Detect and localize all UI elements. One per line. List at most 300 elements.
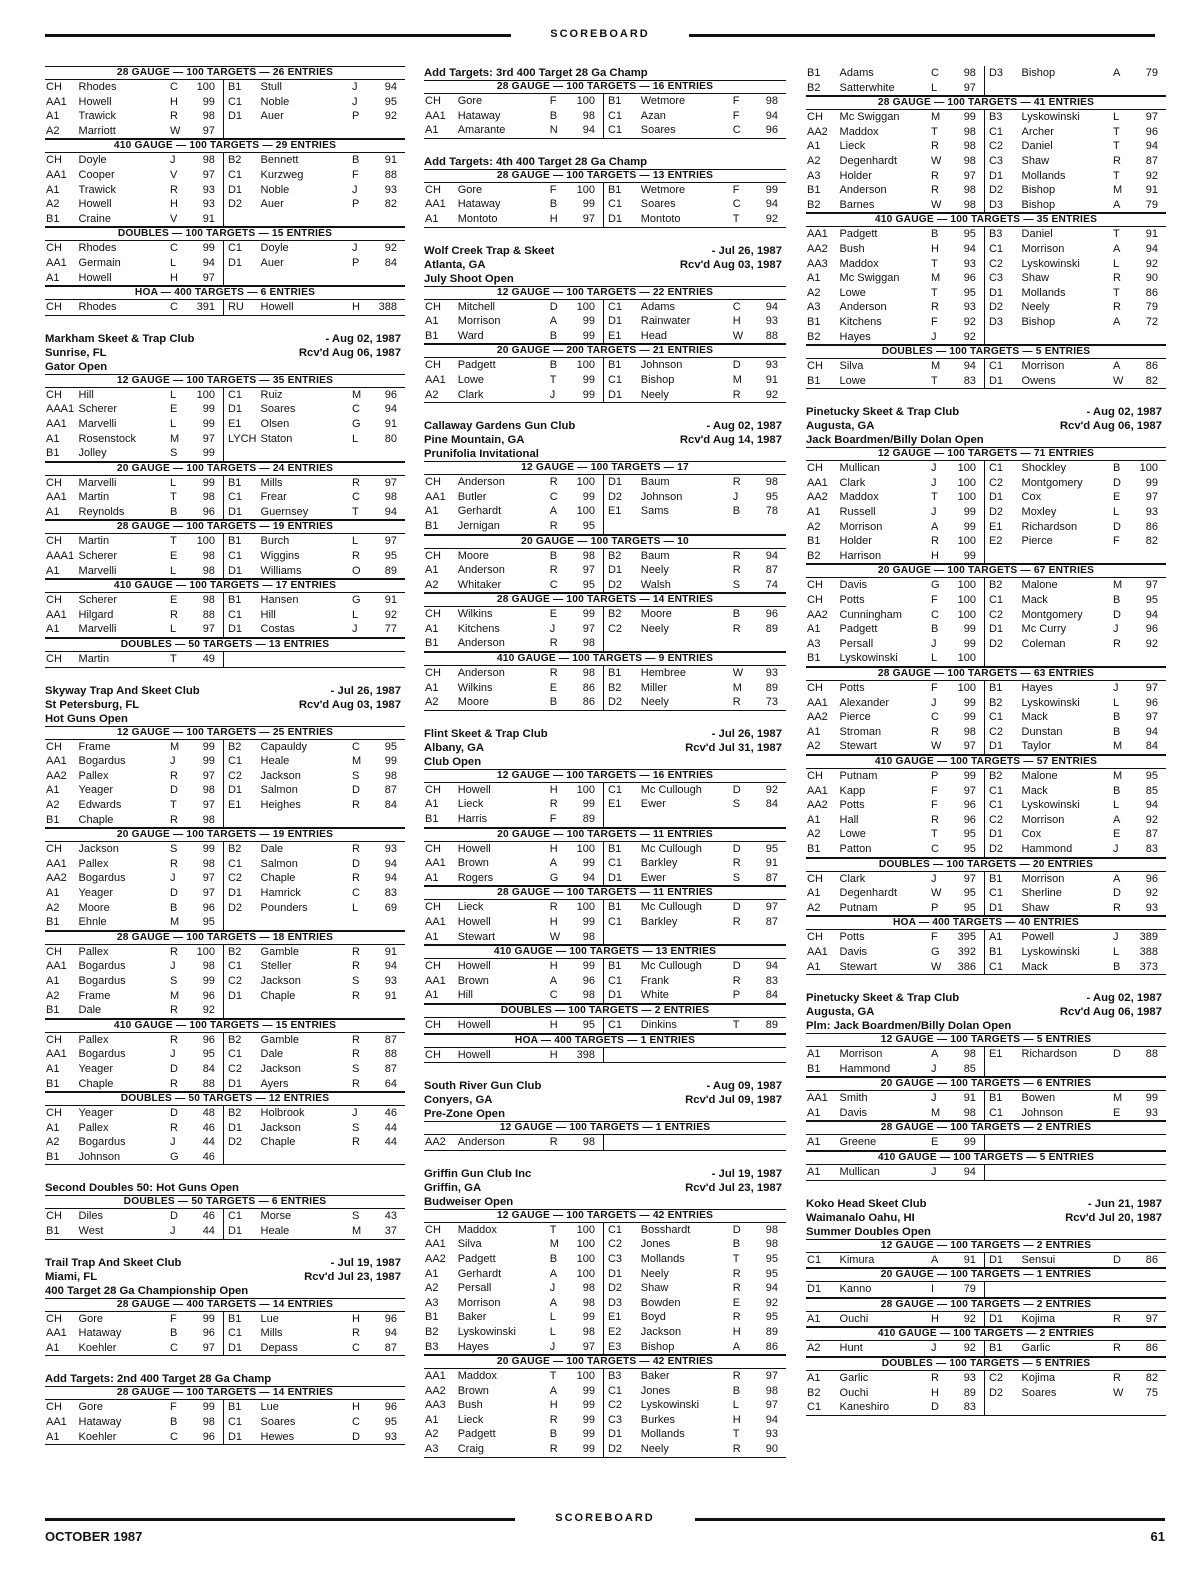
- block-spacer: [806, 393, 1166, 405]
- shooter-name: Bogardus: [78, 974, 126, 987]
- score: 98: [202, 550, 215, 563]
- event-title: 12 GAUGE — 100 TARGETS — 2 ENTRIES: [806, 1239, 1166, 1253]
- results-block: [806, 66, 1166, 389]
- shooter-class: J: [1113, 682, 1119, 694]
- class-label: D2: [984, 842, 1020, 857]
- shooter-class: R: [931, 813, 939, 826]
- event-title: 12 GAUGE — 100 TARGETS — 5 ENTRIES: [806, 1033, 1166, 1047]
- shooter-name: Powell: [1021, 931, 1054, 944]
- score: 92: [1145, 887, 1158, 900]
- result-row: [45, 959, 405, 974]
- shooter-class: T: [1113, 169, 1120, 182]
- shooter-name: Sams: [640, 505, 669, 518]
- class-label: CH: [46, 1312, 62, 1325]
- shooter-name: Steller: [260, 960, 292, 973]
- score: 44: [202, 1136, 215, 1149]
- shooter-class: R: [1113, 637, 1121, 650]
- score: 98: [963, 67, 976, 79]
- shooter-name: Anderson: [457, 476, 505, 489]
- shooter-name: Greene: [839, 1135, 931, 1150]
- shooter-name: [1021, 81, 1113, 96]
- shooter-name: Diles: [78, 1210, 103, 1223]
- class-label: B2: [806, 549, 839, 564]
- class-label: D1: [984, 1253, 1020, 1268]
- class-label: B1: [223, 1400, 259, 1415]
- score: 99: [582, 373, 595, 386]
- results-block: [806, 1185, 1166, 1416]
- class-label: C1: [223, 490, 259, 505]
- shooter-name: Taylor: [1021, 739, 1113, 754]
- shooter-class: B: [1113, 725, 1121, 738]
- class-label: AA2: [807, 242, 828, 255]
- class-label: A1: [425, 1267, 439, 1280]
- shooter-class: D: [732, 783, 741, 796]
- score: 100: [576, 95, 595, 107]
- shooter-name: Mc Swiggan: [839, 272, 900, 285]
- shooter-name: Wilkins: [457, 681, 493, 694]
- score: [1128, 1135, 1166, 1150]
- shooter-class: [351, 446, 367, 461]
- score: 88: [748, 329, 786, 344]
- results-table: [424, 1018, 786, 1034]
- shooter-class: R: [169, 813, 185, 828]
- shooter-class: C: [170, 81, 178, 93]
- block-spacer: [45, 1360, 405, 1372]
- class-label: D3: [984, 66, 1020, 81]
- class-label: [984, 1062, 1020, 1077]
- section-heading: Add Targets: 3rd 400 Target 28 Ga Champ: [424, 67, 648, 79]
- block-spacer: [424, 407, 786, 419]
- result-row: [806, 1135, 1166, 1150]
- shooter-name: Lowe: [839, 374, 931, 389]
- score: 99: [202, 403, 215, 416]
- class-label: D1: [223, 1077, 259, 1092]
- class-label: D1: [984, 827, 1020, 842]
- shooter-name: Miller: [640, 681, 668, 694]
- shooter-class: W: [169, 124, 185, 139]
- shooter-class: R: [352, 1327, 360, 1340]
- shooter-name: Gerhardt: [457, 505, 502, 518]
- score: 97: [946, 739, 984, 754]
- shooter-name: Silva: [457, 1238, 482, 1251]
- shooter-name: Johnson: [78, 1150, 170, 1165]
- shooter-name: Lieck: [839, 140, 866, 153]
- score: 85: [1145, 784, 1158, 797]
- score: 86: [748, 1340, 786, 1355]
- class-label: D2: [603, 578, 639, 593]
- class-label: B1: [223, 534, 259, 549]
- class-label: D1: [603, 563, 639, 578]
- shooter-name: Hamrick: [260, 886, 301, 899]
- shooter-class: G: [352, 417, 361, 430]
- score: 100: [946, 651, 984, 666]
- class-label: A2: [807, 828, 821, 841]
- shooter-class: A: [549, 315, 558, 328]
- shooter-class: B: [549, 329, 565, 344]
- shooter-name: Shaw: [1021, 901, 1113, 916]
- shooter-class: J: [931, 637, 937, 650]
- score: 87: [384, 784, 397, 797]
- shooter-name: Morrison: [457, 1296, 501, 1309]
- shooter-class: A: [931, 520, 939, 533]
- shooter-class: R: [732, 974, 741, 987]
- received-date: Rcv'd Jul 23, 1987: [304, 1270, 401, 1283]
- shooter-class: R: [549, 1413, 558, 1426]
- score: 97: [1145, 682, 1158, 694]
- class-label: A1: [45, 1430, 78, 1445]
- score: 100: [957, 491, 976, 504]
- shoot-name: July Shoot Open: [424, 272, 514, 285]
- result-row: [45, 754, 405, 769]
- result-row: [45, 1121, 405, 1136]
- score: [367, 915, 405, 930]
- results-table: [45, 153, 405, 227]
- shooter-class: T: [931, 491, 938, 504]
- score: 96: [384, 1401, 397, 1414]
- results-table: [424, 607, 786, 652]
- class-label: A2: [424, 388, 457, 403]
- class-label: B1: [806, 1062, 839, 1077]
- shooter-class: C: [169, 1430, 185, 1445]
- event-title: 12 GAUGE — 100 TARGETS — 71 ENTRIES: [806, 447, 1166, 461]
- score: 79: [946, 1282, 984, 1297]
- shooter-name: Gore: [457, 183, 483, 196]
- result-row: [424, 1340, 786, 1355]
- result-row: [806, 1371, 1166, 1386]
- class-label: [984, 651, 1020, 666]
- class-label: A2: [46, 198, 60, 211]
- class-label: D2: [984, 637, 1020, 652]
- result-row: [806, 183, 1166, 198]
- score: 99: [1145, 1092, 1158, 1105]
- class-label: CH: [807, 872, 823, 885]
- class-label: A2: [806, 901, 839, 916]
- shooter-name: Pierce: [1021, 535, 1053, 548]
- shooter-name: Montoto: [640, 212, 732, 227]
- shooter-name: Moore: [457, 549, 489, 562]
- score: 97: [946, 81, 984, 96]
- class-label: A2: [806, 739, 839, 754]
- class-label: CH: [425, 1223, 441, 1236]
- score: 100: [576, 359, 595, 372]
- class-label: A1: [807, 272, 821, 285]
- score: 86: [565, 695, 603, 710]
- shooter-class: L: [352, 535, 359, 548]
- shooter-class: J: [930, 1165, 946, 1180]
- results-table: [806, 1165, 1166, 1181]
- class-label: B1: [984, 1091, 1020, 1106]
- score: 98: [582, 1282, 595, 1295]
- shooter-class: J: [930, 1062, 946, 1077]
- shooter-class: C: [732, 300, 741, 313]
- shooter-name: Howell: [260, 300, 352, 315]
- shooter-class: R: [1113, 1372, 1121, 1385]
- shooter-class: D: [170, 1107, 178, 1120]
- score: 99: [963, 769, 976, 782]
- results-table: [806, 359, 1166, 389]
- class-label: A1: [424, 871, 457, 886]
- result-row: [45, 1430, 405, 1445]
- results-table: [424, 1135, 786, 1151]
- results-block: [424, 1067, 786, 1151]
- result-row: [806, 1106, 1166, 1121]
- score: [1128, 1400, 1166, 1415]
- result-row: [424, 475, 786, 490]
- shooter-class: H: [931, 1386, 939, 1399]
- score: 74: [748, 578, 786, 593]
- class-label: C1: [984, 886, 1020, 901]
- class-label: C1: [223, 608, 259, 623]
- shooter-class: L: [930, 81, 946, 96]
- class-label: A1: [46, 1121, 60, 1134]
- class-label: C2: [984, 608, 1020, 623]
- shooter-name: [1021, 549, 1113, 564]
- class-label: A1: [425, 622, 439, 635]
- results-block: [424, 407, 786, 711]
- shooter-name: Howell: [457, 1048, 549, 1063]
- shooter-class: C: [352, 740, 360, 753]
- shooter-class: C: [931, 67, 939, 79]
- score: 87: [765, 916, 778, 928]
- results-block: [45, 1360, 405, 1445]
- score: 97: [185, 271, 223, 286]
- event-title: 28 GAUGE — 100 TARGETS — 18 ENTRIES: [45, 931, 405, 945]
- score: 91: [384, 594, 397, 607]
- score: 43: [384, 1210, 397, 1223]
- score: 44: [384, 1121, 397, 1134]
- shooter-class: A: [1112, 198, 1128, 213]
- shooter-name: Sensui: [1021, 1253, 1113, 1268]
- score: [367, 271, 405, 286]
- shooter-class: A: [549, 857, 558, 870]
- result-row: [424, 490, 786, 505]
- class-label: A1: [984, 930, 1020, 945]
- score: 75: [1145, 1386, 1158, 1399]
- result-row: [806, 1091, 1166, 1106]
- score: 91: [963, 1092, 976, 1105]
- class-label: C1: [223, 95, 259, 110]
- score: 98: [963, 125, 976, 138]
- result-row: [45, 740, 405, 755]
- shooter-name: Ouchi: [839, 1312, 931, 1327]
- results-table: [806, 681, 1166, 755]
- location-line: [45, 1270, 405, 1284]
- class-label: AA1: [807, 1092, 828, 1105]
- header-title: SCOREBOARD: [45, 28, 1155, 40]
- score: 90: [748, 1442, 786, 1457]
- score: 83: [1128, 842, 1166, 857]
- results-table: [45, 740, 405, 829]
- result-row: [806, 66, 1166, 81]
- class-label: C2: [223, 1062, 259, 1077]
- score: 97: [202, 799, 215, 811]
- score: 392: [957, 945, 976, 958]
- result-row: [806, 872, 1166, 887]
- shooter-class: J: [170, 960, 176, 973]
- event-title: 410 GAUGE — 100 TARGETS — 29 ENTRIES: [45, 139, 405, 153]
- results-table: [424, 666, 786, 711]
- club-location: Sunrise, FL: [45, 346, 107, 359]
- shooter-name: Mc Cullough: [640, 960, 702, 973]
- score: 88: [384, 1048, 397, 1061]
- score: 79: [1128, 198, 1166, 213]
- shooter-class: B: [549, 1428, 558, 1441]
- shooter-class: M: [352, 388, 362, 401]
- score: 99: [1145, 476, 1158, 489]
- shooter-class: B: [549, 359, 558, 372]
- shooter-name: Mack: [1021, 711, 1048, 724]
- shooter-name: Lyskowinski: [457, 1325, 516, 1338]
- class-label: CH: [425, 960, 441, 973]
- shooter-class: R: [351, 1077, 367, 1092]
- shooter-name: Hataway: [78, 1327, 122, 1340]
- score: 99: [202, 476, 215, 489]
- class-label: A1: [45, 564, 78, 579]
- shooter-name: Garlic: [839, 1372, 869, 1385]
- class-label: D1: [984, 1312, 1020, 1327]
- shooter-class: H: [549, 842, 558, 855]
- shooter-name: Ehnle: [78, 915, 170, 930]
- score: 99: [765, 183, 778, 196]
- shooter-name: Holbrook: [260, 1107, 305, 1120]
- club-line: [424, 1079, 786, 1093]
- shooter-name: Maddox: [839, 125, 879, 138]
- class-label: B2: [806, 330, 839, 345]
- score: 99: [963, 506, 976, 519]
- shooter-class: B: [549, 695, 565, 710]
- result-row: [806, 710, 1166, 725]
- shooter-class: T: [732, 1018, 748, 1033]
- shooter-name: [1021, 1165, 1113, 1180]
- result-row: [806, 286, 1166, 301]
- class-label: D1: [984, 739, 1020, 754]
- shooter-name: Bush: [457, 1399, 483, 1412]
- result-row: [45, 622, 405, 637]
- shooter-name: Bishop: [1021, 184, 1056, 197]
- score: 100: [957, 579, 976, 592]
- class-label: CH: [807, 462, 823, 475]
- club-name: Pinetucky Skeet & Trap Club: [806, 406, 960, 419]
- shooter-class: R: [931, 535, 939, 548]
- shooter-name: Degenhardt: [839, 887, 898, 900]
- score: 100: [957, 594, 976, 607]
- shooter-class: [351, 271, 367, 286]
- shooter-name: Morrison: [839, 520, 883, 533]
- class-label: B1: [806, 651, 839, 666]
- result-row: [806, 1282, 1166, 1297]
- class-label: B1: [425, 1311, 439, 1324]
- shooter-name: Martin: [78, 652, 170, 667]
- shooter-class: E: [170, 594, 178, 607]
- shooter-class: T: [1113, 286, 1120, 299]
- result-row: [806, 696, 1166, 711]
- result-row: [45, 1326, 405, 1341]
- shooter-class: R: [1113, 301, 1121, 314]
- result-row: [806, 1341, 1166, 1356]
- event-title: 28 GAUGE — 100 TARGETS — 63 ENTRIES: [806, 667, 1166, 681]
- score: 95: [765, 1252, 778, 1265]
- shooter-class: J: [549, 388, 565, 403]
- class-label: [223, 124, 259, 139]
- shooter-class: S: [352, 769, 360, 782]
- shooter-class: S: [352, 1062, 360, 1075]
- shooter-name: Salmon: [260, 857, 298, 870]
- shooter-name: Martin: [78, 491, 110, 504]
- score: [1128, 651, 1166, 666]
- shooter-name: Neely: [640, 1442, 732, 1457]
- shooter-name: Cox: [1021, 828, 1042, 841]
- result-row: [45, 256, 405, 271]
- shooter-name: Padgett: [839, 228, 878, 241]
- shooter-class: R: [549, 798, 558, 811]
- result-row: [424, 1135, 786, 1150]
- shooter-class: R: [549, 1442, 565, 1457]
- score: 79: [1145, 301, 1158, 314]
- shooter-name: Auer: [260, 256, 284, 269]
- score: 99: [202, 843, 215, 856]
- class-label: D3: [984, 198, 1020, 213]
- shooter-name: Hayes: [457, 1340, 549, 1355]
- shooter-name: Neely: [640, 388, 732, 403]
- shooter-name: Reynolds: [78, 505, 170, 520]
- shooter-name: Malone: [1021, 579, 1058, 592]
- shooter-class: [732, 812, 748, 827]
- shooter-class: R: [170, 1121, 178, 1134]
- shooter-name: Hunt: [839, 1341, 931, 1356]
- score: 99: [384, 755, 397, 768]
- class-label: [984, 1135, 1020, 1150]
- shooter-name: Satterwhite: [839, 81, 931, 96]
- class-label: E1: [603, 329, 639, 344]
- event-title: HOA — 400 TARGETS — 1 ENTRIES: [424, 1034, 786, 1048]
- result-row: [424, 900, 786, 915]
- block-spacer: [806, 1185, 1166, 1197]
- results-table: [806, 1047, 1166, 1077]
- shooter-class: D: [352, 857, 360, 870]
- score: 98: [565, 988, 603, 1003]
- score: 88: [202, 608, 215, 621]
- shooter-name: Anderson: [839, 184, 887, 197]
- score: 49: [185, 652, 223, 667]
- score: 96: [185, 1430, 223, 1445]
- shooter-name: Neely: [640, 622, 669, 635]
- shooter-name: Bosshardt: [640, 1223, 691, 1236]
- score: 93: [1128, 901, 1166, 916]
- shooter-name: Brown: [457, 1384, 489, 1397]
- shooter-class: H: [549, 783, 558, 796]
- class-label: C1: [603, 1223, 639, 1238]
- result-row: [45, 446, 405, 461]
- received-date: Rcv'd Jul 09, 1987: [685, 1094, 782, 1107]
- shooter-name: Kojima: [1021, 1312, 1113, 1327]
- score: 73: [748, 695, 786, 710]
- shooter-class: L: [352, 901, 359, 914]
- class-label: B1: [424, 812, 457, 827]
- score: 100: [576, 842, 595, 855]
- class-label: CH: [425, 183, 441, 196]
- score: 95: [565, 1018, 603, 1033]
- result-row: [45, 95, 405, 110]
- score: 97: [582, 564, 595, 577]
- class-label: A1: [425, 1413, 439, 1426]
- score: 99: [582, 1413, 595, 1426]
- shooter-class: [351, 1150, 367, 1165]
- shooter-name: Martin: [78, 535, 110, 548]
- class-label: B1: [603, 94, 639, 109]
- result-row: [45, 490, 405, 505]
- shooter-name: [260, 652, 352, 667]
- class-label: CH: [46, 388, 62, 401]
